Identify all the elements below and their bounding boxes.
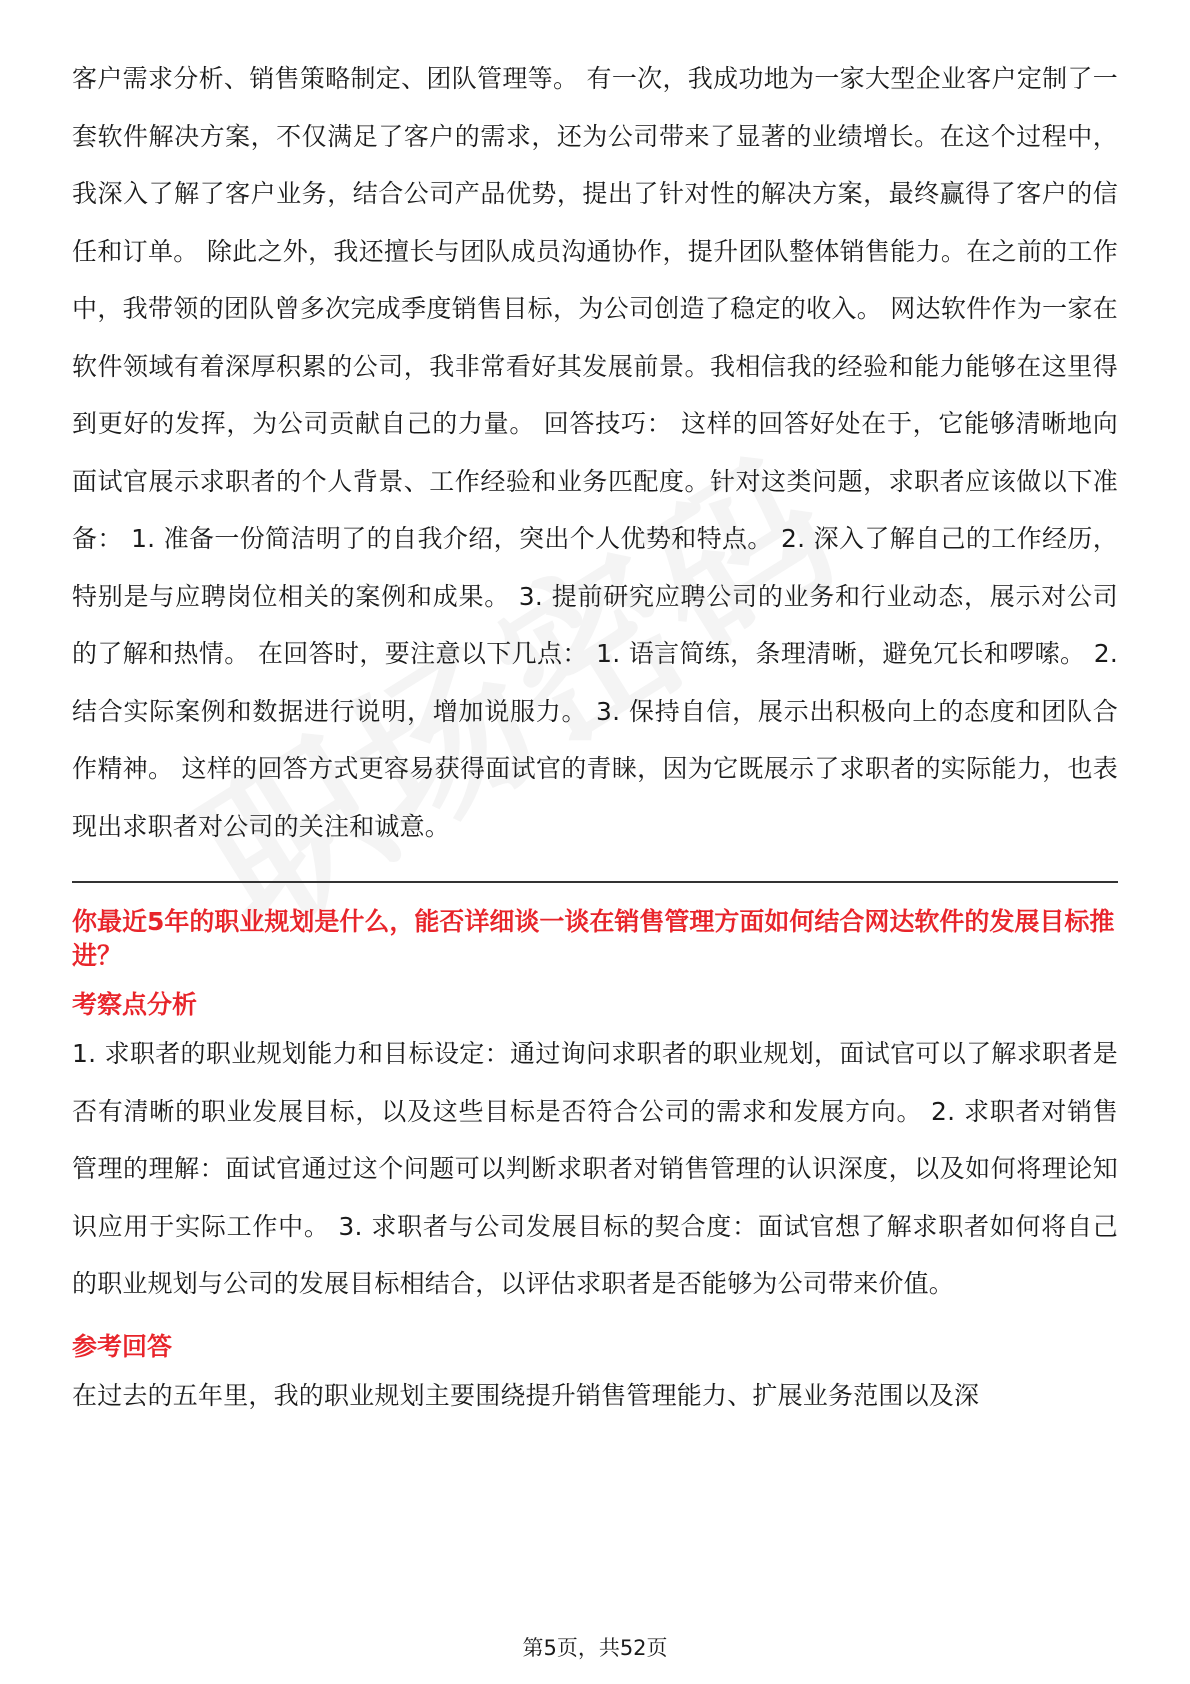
page-footer: 第5页，共52页 xyxy=(522,1636,668,1660)
section-divider xyxy=(72,881,1118,883)
interview-question: 你最近5年的职业规划是什么，能否详细谈一谈在销售管理方面如何结合网达软件的发展目标推进？ xyxy=(72,907,1115,970)
analysis-paragraph: 1. 求职者的职业规划能力和目标设定：通过询问求职者的职业规划，面试官可以了解求职者是否有清晰的职业发展目标，以及这些目标是否符合公司的需求和发展方向。 2. 求职者对销售管理的理解：面试官通过这个问题可以判断求职者对销售管理的认识深度，以及如何将理论知识应用于实际工作中。 3. 求职者与公司发展目标的契合度：面试官想了解求职者如何将自己的职业规划与公司的发展目标相结合，以评估求职者是否能够为公司带来价值。 xyxy=(72,1039,1118,1298)
document-page xyxy=(72,50,1118,1424)
answer-heading: 参考回答 xyxy=(72,1331,173,1361)
analysis-heading: 考察点分析 xyxy=(72,990,198,1019)
answer-paragraph: 在过去的五年里，我的职业规划主要围绕提升销售管理能力、扩展业务范围以及深 xyxy=(72,1380,980,1410)
intro-paragraph: 客户需求分析、销售策略制定、团队管理等。 有一次，我成功地为一家大型企业客户定制了一套软件解决方案，不仅满足了客户的需求，还为公司带来了显著的业绩增长。在这个过程中，我深入了解了客户业务，结合公司产品优势，提出了针对性的解决方案，最终赢得了客户的信任和订单。 除此之外，我还擅长与团队成员沟通协作，提升团队整体销售能力。在之前的工作中，我带领的团队曾多次完成季度销售目标，为公司创造了稳定的收入。 网达软件作为一家在软件领域有着深厚积累的公司，我非常看好其发展前景。我相信我的经验和能力能够在这里得到更好的发挥，为公司贡献自己的力量。 回答技巧： 这样的回答好处在于，它能够清晰地向面试官展示求职者的个人背景、工作经验和业务匹配度。针对这类问题，求职者应该做以下准备： 1. 准备一份简洁明了的自我介绍，突出个人优势和特点。 2. 深入了解自己的工作经历，特别是与应聘岗位相关的案例和成果。 3. 提前研究应聘公司的业务和行业动态，展示对公司的了解和热情。 在回答时，要注意以下几点： 1. 语言简练，条理清晰，避免冗长和啰嗦。 2. 结合实际案例和数据进行说明，增加说服力。 3. 保持自信，展示出积极向上的态度和团队合作精神。 这样的回答方式更容易获得面试官的青睐，因为它既展示了求职者的实际能力，也表现出求职者对公司的关注和诚意。 xyxy=(72,64,1118,841)
